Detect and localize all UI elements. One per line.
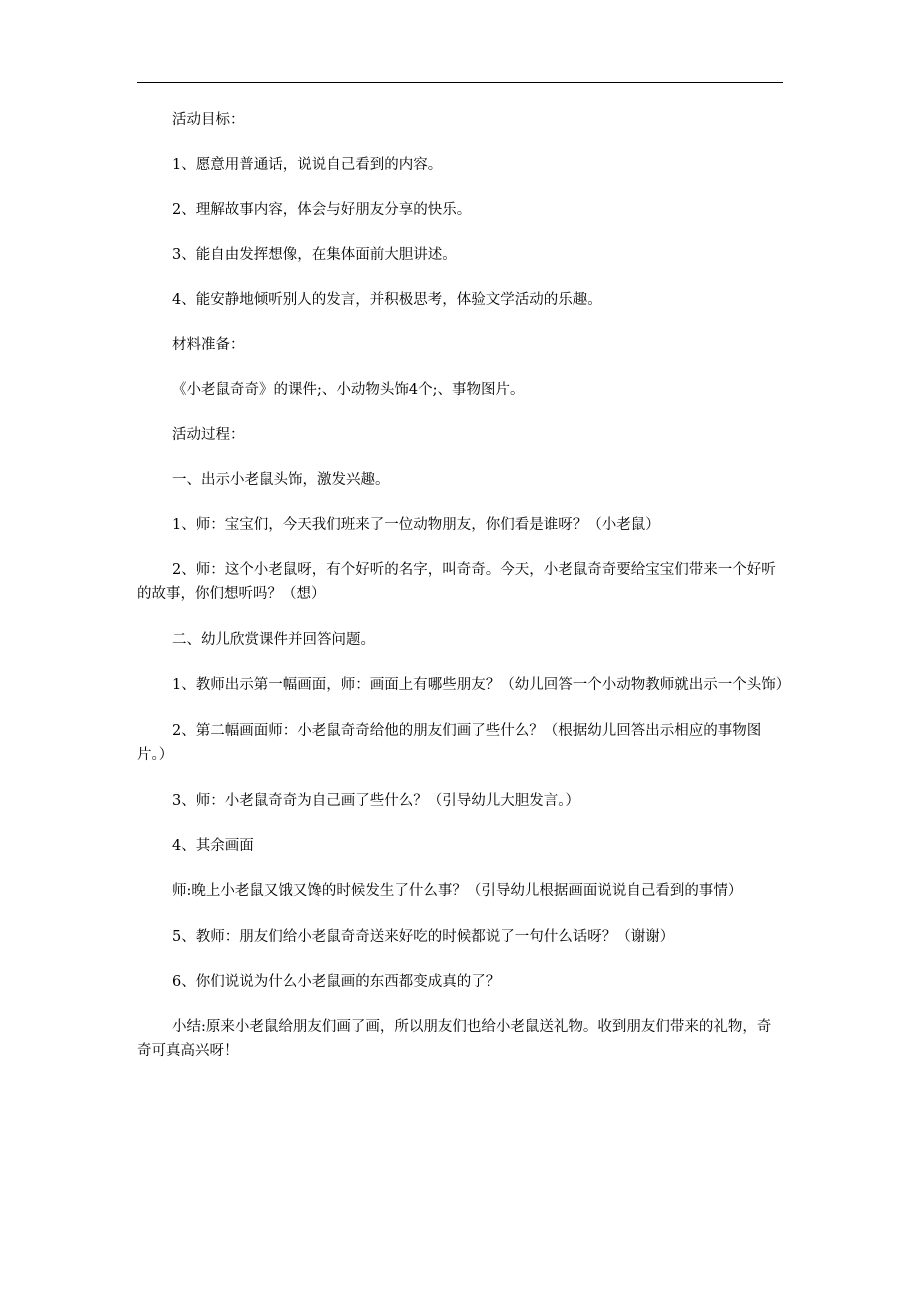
goal-item-1: 1、愿意用普通话，说说自己看到的内容。	[172, 157, 443, 173]
goal-item-3: 3、能自由发挥想像，在集体面前大胆讲述。	[172, 247, 457, 263]
materials-list: 《小老鼠奇奇》的课件;、小动物头饰4个;、事物图片。	[172, 382, 525, 398]
document-body	[137, 108, 791, 1063]
section-one-step-2: 2、师：这个小老鼠呀，有个好听的名字，叫奇奇。今天，小老鼠奇奇要给宝宝们带来一个好听的故事，你们想听吗？（想）	[137, 562, 776, 602]
section-two-step-6: 6、你们说说为什么小老鼠画的东西都变成真的了？	[172, 974, 501, 990]
header-rule	[137, 82, 783, 83]
section-one-title: 一、出示小老鼠头饰，激发兴趣。	[172, 472, 390, 488]
teacher-question: 师:晚上小老鼠又饿又馋的时候发生了什么事？（引导幼儿根据画面说说自己看到的事情）	[172, 883, 743, 899]
goal-item-2: 2、理解故事内容，体会与好朋友分享的快乐。	[172, 202, 472, 218]
section-two-step-5: 5、教师：朋友们给小老鼠奇奇送来好吃的时候都说了一句什么话呀？（谢谢）	[172, 929, 675, 945]
section-two-title: 二、幼儿欣赏课件并回答问题。	[172, 632, 375, 648]
section-two-step-1: 1、教师出示第一幅画面，师：画面上有哪些朋友？（幼儿回答一个小动物教师就出示一个头饰）	[172, 677, 791, 693]
heading-activity-goals: 活动目标：	[172, 112, 245, 128]
section-one-step-1: 1、师：宝宝们，今天我们班来了一位动物朋友，你们看是谁呀？（小老鼠）	[172, 517, 660, 533]
section-two-step-2: 2、第二幅画面师：小老鼠奇奇给他的朋友们画了些什么？（根据幼儿回答出示相应的事物图片。）	[137, 723, 762, 763]
heading-materials: 材料准备：	[172, 337, 245, 353]
heading-activity-process: 活动过程：	[172, 427, 245, 443]
goal-item-4: 4、能安静地倾听别人的发言，并积极思考，体验文学活动的乐趣。	[172, 292, 602, 308]
section-two-step-3: 3、师：小老鼠奇奇为自己画了些什么？（引导幼儿大胆发言。）	[172, 793, 580, 809]
summary-paragraph: 小结:原来小老鼠给朋友们画了画，所以朋友们也给小老鼠送礼物。收到朋友们带来的礼物，奇奇可真高兴呀！	[137, 1019, 772, 1059]
section-two-step-4: 4、其余画面	[172, 838, 254, 854]
